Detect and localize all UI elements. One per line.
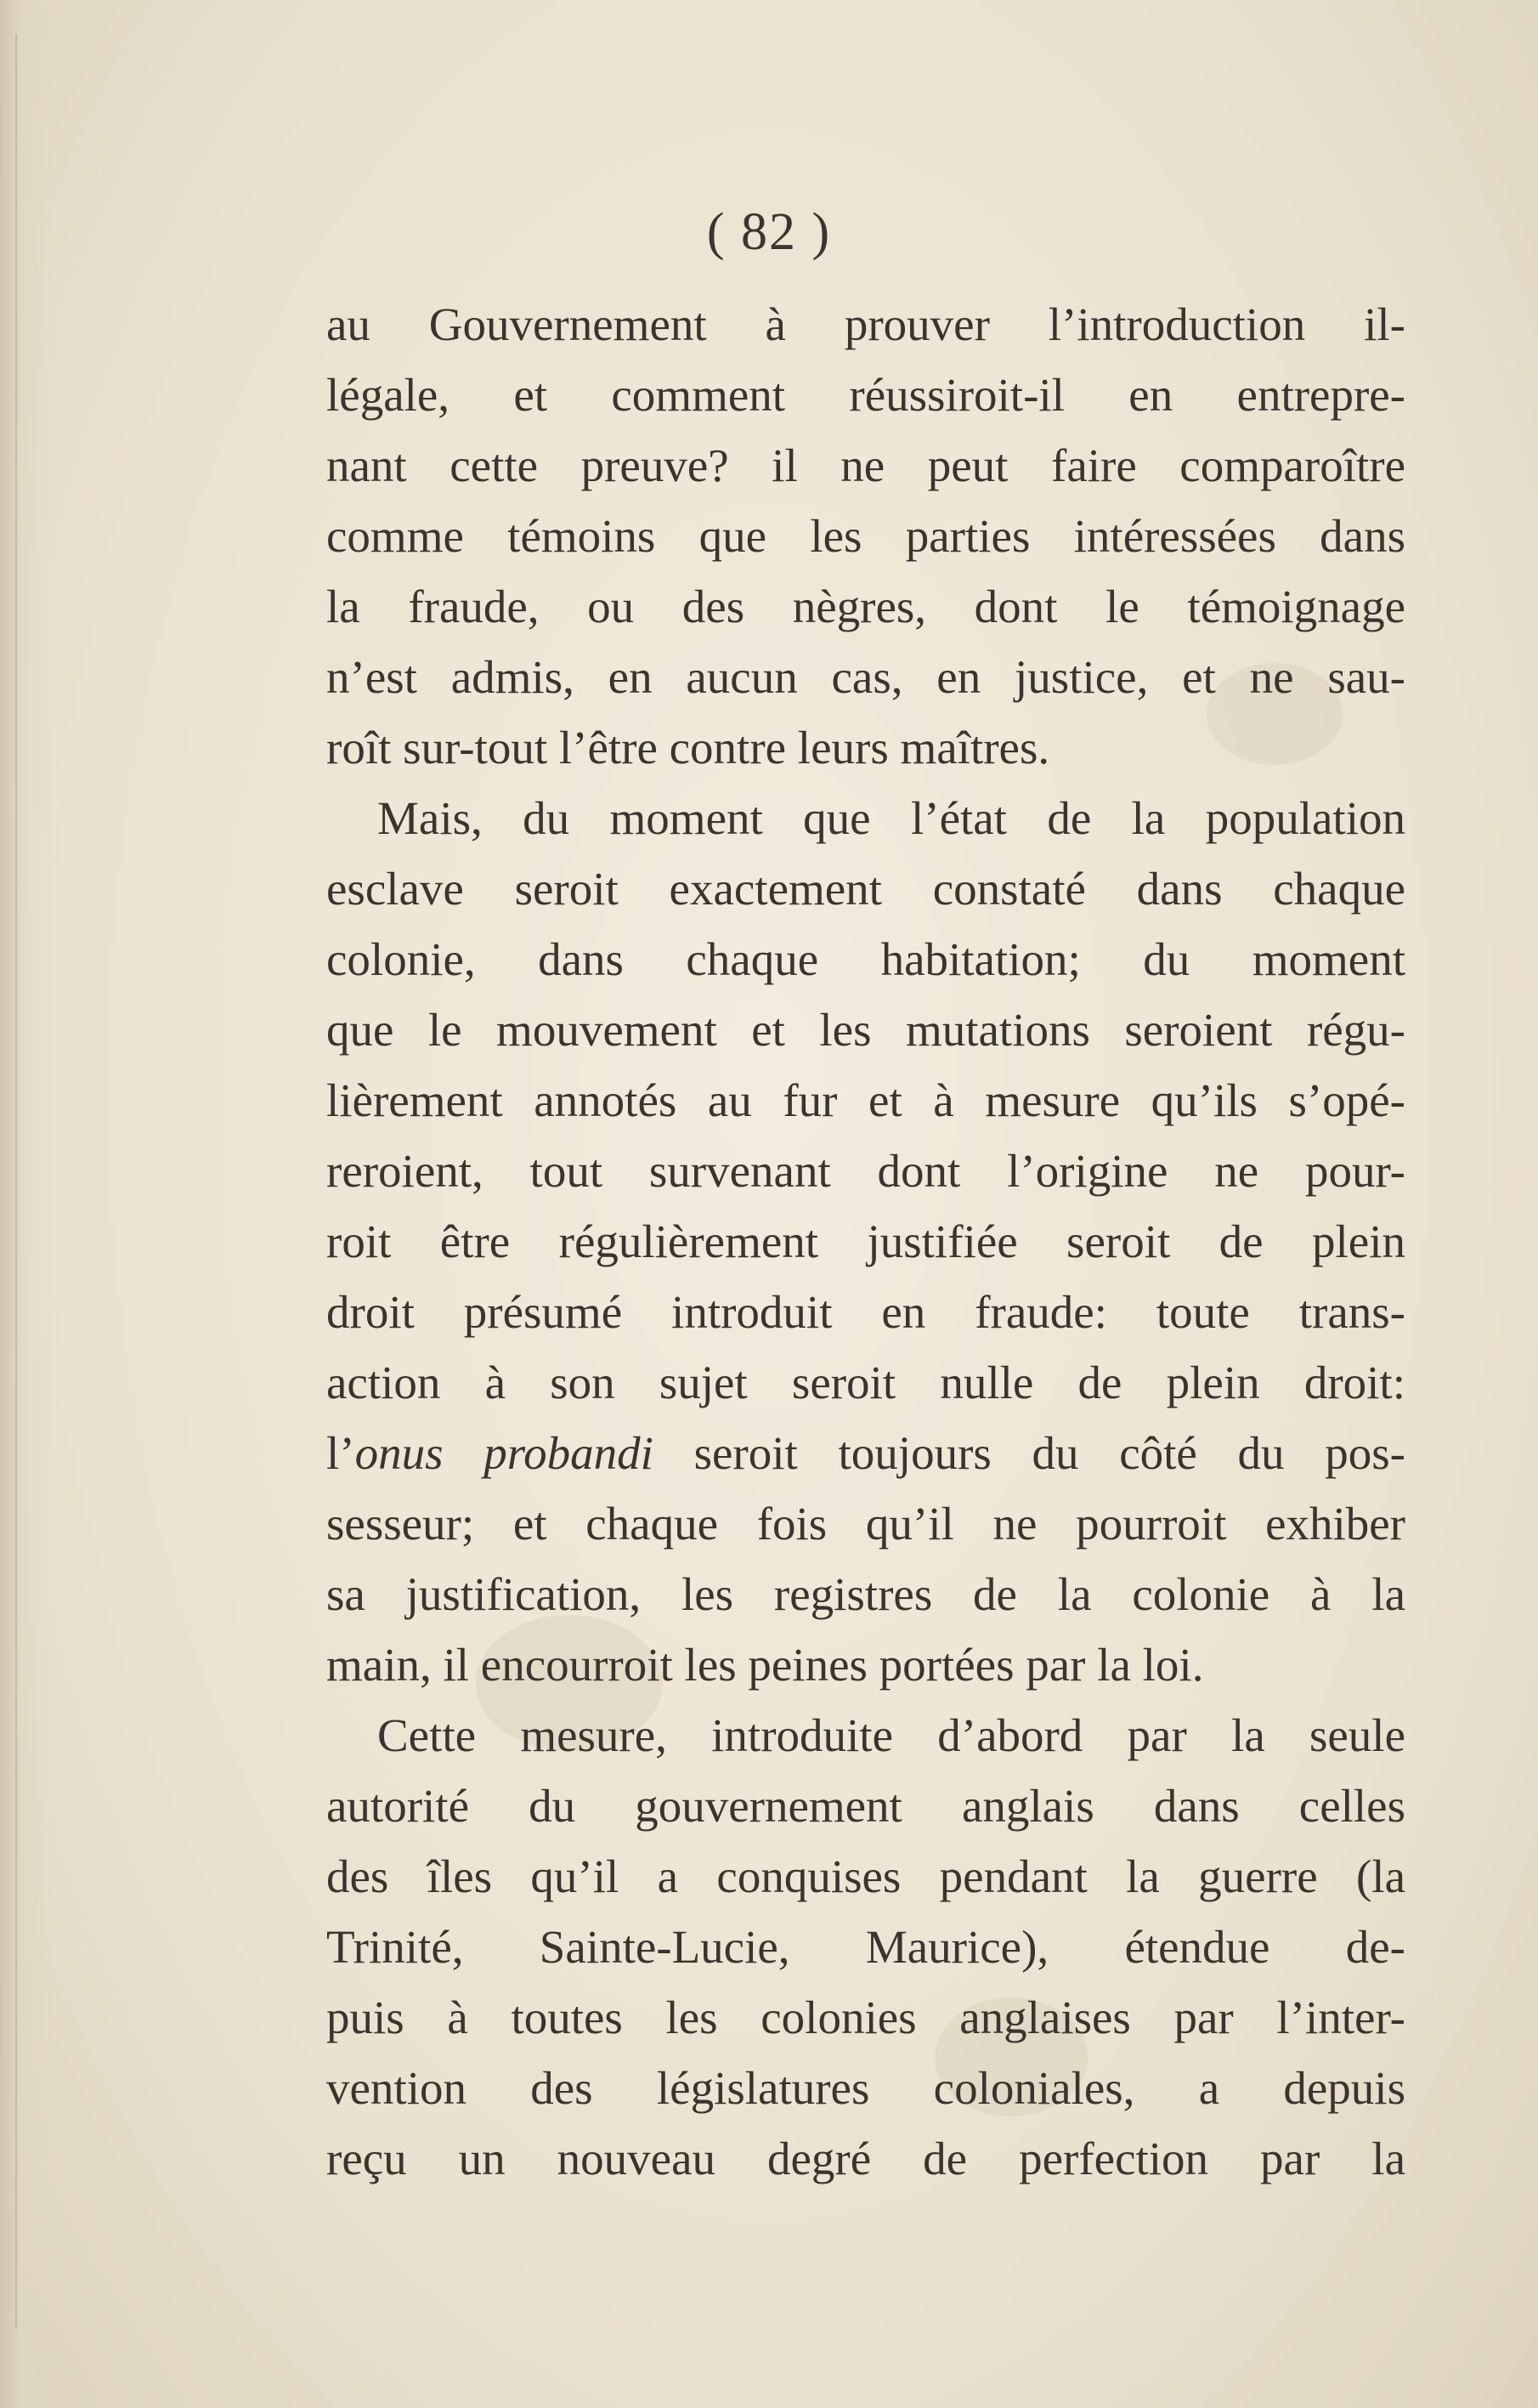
text-line: au Gouvernement à prouver l’introduction il- <box>326 298 1405 350</box>
text-line: Trinité, Sainte-Lucie, Maurice), étendue de- <box>326 1921 1405 1973</box>
text-line: légale, et comment réussiroit-il en entrepre- <box>326 369 1405 421</box>
paragraph-start-line: Cette mesure, introduite d’abord par la seule <box>377 1709 1405 1761</box>
text-line: reroient, tout survenant dont l’origine ne pour- <box>326 1145 1405 1197</box>
text-line: roît sur-tout l’être contre leurs maîtres. <box>326 722 1050 773</box>
text-line: des îles qu’il a conquises pendant la guerre (la <box>326 1850 1405 1902</box>
text-line: action à son sujet seroit nulle de plein droit: <box>326 1357 1405 1408</box>
text-line: droit présumé introduit en fraude: toute trans- <box>326 1286 1405 1338</box>
italic-phrase: onus probandi <box>354 1427 653 1479</box>
text-line: colonie, dans chaque habitation; du moment <box>326 933 1405 985</box>
text-line: reçu un nouveau degré de perfection par la <box>326 2133 1405 2184</box>
text-line: nant cette preuve? il ne peut faire comparoître <box>326 439 1405 491</box>
gutter-shadow <box>0 0 51 2408</box>
text-line: la fraude, ou des nègres, dont le témoignage <box>326 581 1405 632</box>
body-text <box>326 289 1405 2194</box>
text-line: sesseur; et chaque fois qu’il ne pourroit exhiber <box>326 1498 1405 1550</box>
text-line: vention des législatures coloniales, a depuis <box>326 2062 1405 2114</box>
text-line: n’est admis, en aucun cas, en justice, et ne sau- <box>326 651 1405 703</box>
text-line: autorité du gouvernement anglais dans celles <box>326 1780 1405 1832</box>
text-line: comme témoins que les parties intéressées dans <box>326 510 1405 562</box>
page-edge <box>15 34 17 2329</box>
text-line: puis à toutes les colonies anglaises par l’inter- <box>326 1992 1405 2043</box>
text-line: main, il encourroit les peines portées par la loi. <box>326 1639 1204 1691</box>
text-line: esclave seroit exactement constaté dans chaque <box>326 863 1405 915</box>
paragraph-start-line: Mais, du moment que l’état de la population <box>377 792 1405 844</box>
page-number: ( 82 ) <box>706 203 832 261</box>
text-line: que le mouvement et les mutations seroient régu- <box>326 1004 1405 1056</box>
text-fragment: l’ <box>326 1427 355 1479</box>
text-line: lièrement annotés au fur et à mesure qu’ils s’opé- <box>326 1074 1405 1126</box>
text-fragment: seroit toujours du côté du pos- <box>653 1427 1405 1479</box>
text-line: roit être régulièrement justifiée seroit de plein <box>326 1215 1405 1267</box>
text-line-italic-phrase <box>326 1418 1405 1488</box>
text-line: sa justification, les registres de la colonie à la <box>326 1568 1405 1620</box>
